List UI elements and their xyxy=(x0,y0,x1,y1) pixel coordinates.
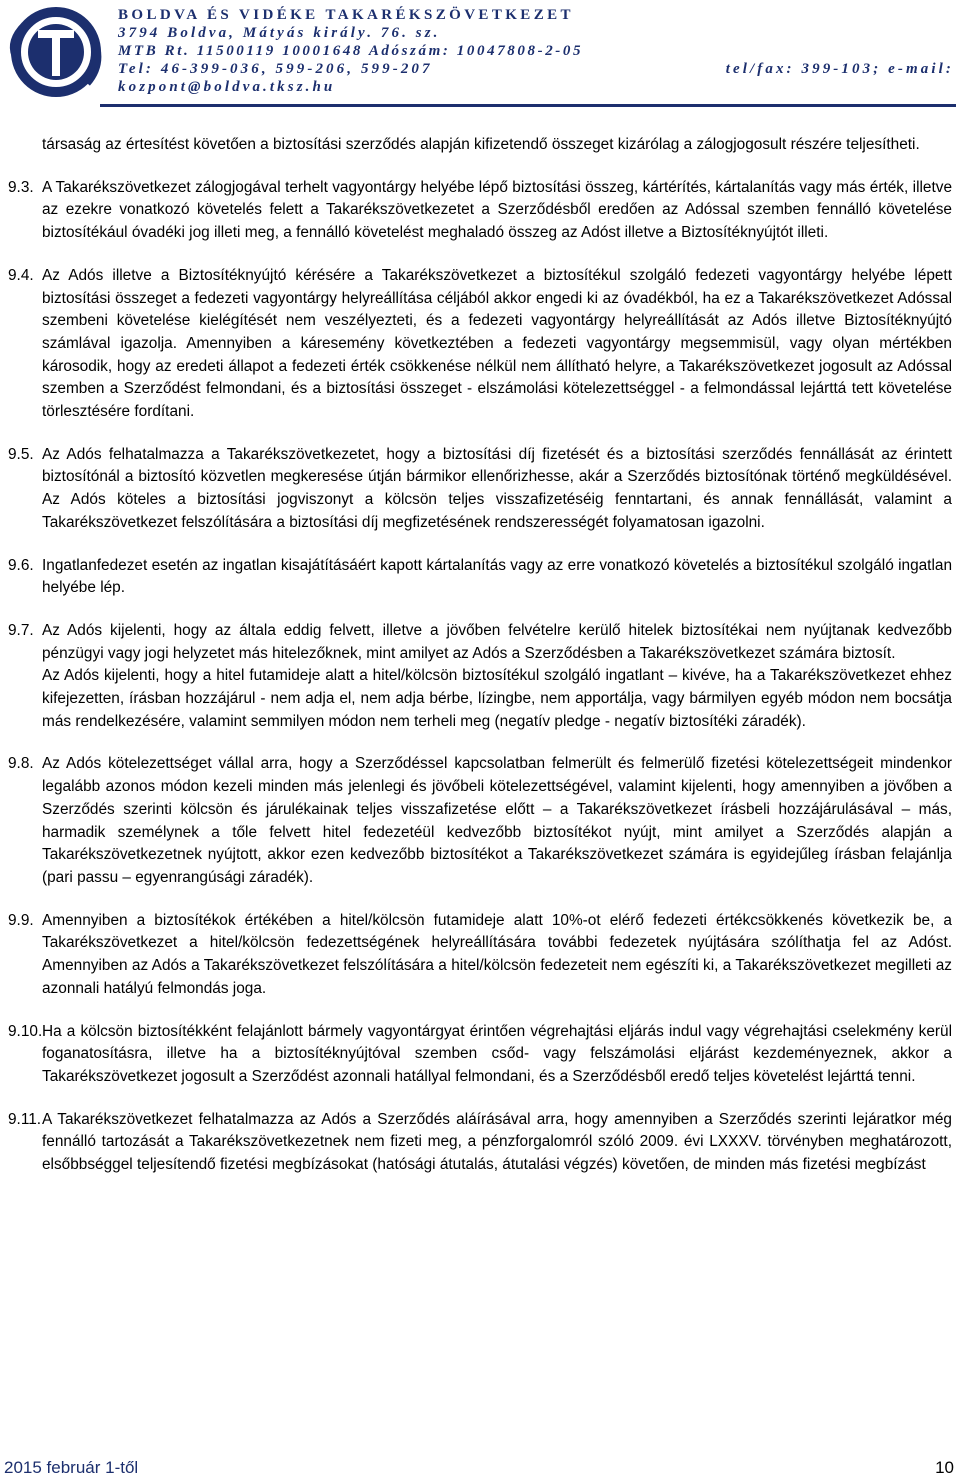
footer-page-number: 10 xyxy=(935,1458,954,1477)
paragraph-9-9 xyxy=(8,910,952,1001)
company-phone-line xyxy=(118,60,954,78)
paragraph-number: 9.11. xyxy=(8,1110,42,1128)
header-divider xyxy=(100,104,956,107)
paragraph-text: Az Adós kijelenti, hogy a hitel futamideje alatt a hitel/kölcsön biztosítékul szolgáló ingatlant – kivéve, ha a Takarékszövetkezet ehhez kifejezetten, írásban hozzájárul - nem adja el, nem adja bérbe, lízingbe, nem apportálja, vagy bármilyen egyéb módon nem bocsátja más rendelkezésére, valamint semmilyen módon nem terheli meg (negatív pledge - negatív biztosítéki záradék). xyxy=(42,667,952,730)
footer-effective-date: 2015 február 1-től xyxy=(4,1458,139,1477)
phone-numbers: Tel: 46-399-036, 599-206, 599-207 xyxy=(118,61,433,77)
paragraph-number: 9.8. xyxy=(8,755,34,773)
cooperative-logo-icon xyxy=(4,0,104,104)
paragraph-9-8 xyxy=(8,753,952,889)
paragraph-number: 9.4. xyxy=(8,266,34,284)
paragraph-number: 9.6. xyxy=(8,556,34,574)
paragraph-9-7-continuation xyxy=(8,665,952,733)
paragraph-number: 9.10. xyxy=(8,1022,43,1040)
paragraph-continued xyxy=(8,134,952,157)
paragraph-number: 9.3. xyxy=(8,178,34,196)
paragraph-text: Ha a kölcsön biztosítékként felajánlott bármely vagyontárgyat érintően végrehajtási eljárás indul vagy végrehajtási cselekmény kerül foganatosításra, illetve ha a biztosítéknyújtóval szemben csőd- vagy felszámolási eljárást kezdeményeznek, akkor a Takarékszövetkezet jogosult a Szerződést azonnali hatállyal felmondani, és a Szerződésből eredő teljes követelést lejárttá tenni. xyxy=(42,1022,952,1085)
fax-email-label: tel/fax: 399-103; e-mail: xyxy=(725,61,954,77)
paragraph-9-7 xyxy=(8,620,952,665)
paragraph-9-4 xyxy=(8,265,952,424)
company-registration: MTB Rt. 11500119 10001648 Adószám: 10047808-2-05 xyxy=(118,43,584,59)
paragraph-text: Amennyiben a biztosítékok értékében a hitel/kölcsön futamideje alatt 10%-ot elérő fedezeti értékcsökkenés következik be, a Takarékszövetkezet a hitel/kölcsön fedezettségének helyreállítására további fedezetek nyújtására szólíthatja fel az Adóst. Amennyiben az Adós a Takarékszövetkezet felszólítására a hitel/kölcsön fedezeteit nem egészíti ki, a Takarékszövetkezet megilleti az azonnali hatályú felmondás joga. xyxy=(42,911,952,997)
paragraph-text: Az Adós felhatalmazza a Takarékszövetkezetet, hogy a biztosítási díj fizetését és a biztosítási szerződés fennállását az érintett biztosítónál a biztosító közvetlen megkeresése útján bármikor ellenőrizhesse, akár a Szerződés biztosítónak történő megküldésével. Az Adós köteles a biztosítási jogviszonyt a kölcsön teljes visszafizetéséig fenntartani, és annak fennállását, valamint a Takarékszövetkezet felszólítására a biztosítási díj megfizetésének rendszerességét folyamatosan igazolni. xyxy=(42,445,952,531)
letterhead xyxy=(0,0,960,112)
paragraph-number: 9.9. xyxy=(8,911,34,929)
paragraph-9-11 xyxy=(8,1109,952,1177)
paragraph-text: Az Adós kijelenti, hogy az általa eddig felvett, illetve a jövőben felvételre kerülő hitelek biztosítékai nem nyújtanak kedvezőbb pénzügyi vagy jogi helyzetet más hitelezőknek, mint amilyet az Adós a Szerződésben a Takarékszövetkezet számára biztosít. xyxy=(42,621,952,662)
paragraph-9-3 xyxy=(8,177,952,245)
company-email[interactable]: kozpont@boldva.tksz.hu xyxy=(118,79,336,95)
paragraph-text: A Takarékszövetkezet zálogjogával terhelt vagyontárgy helyébe lépő biztosítási összeg, kártérítés, kártalanítás vagy más érték, illetve az ezekre vonatkozó követelés felett a Takarékszövetkezetet a Szerződésből eredően az Adóssal szemben fennálló követelése biztosítékául óvadéki jog illeti meg, a fennálló követelést meghaladó összeg az Adóst illetve a Biztosítéknyújtót illeti. xyxy=(42,178,952,242)
paragraph-number: 9.5. xyxy=(8,445,34,463)
paragraph-number: 9.7. xyxy=(8,621,34,639)
document-body xyxy=(8,134,952,1197)
paragraph-9-5 xyxy=(8,444,952,535)
paragraph-text: Ingatlanfedezet esetén az ingatlan kisajátításáért kapott kártalanítás vagy az erre vonatkozó követelés a biztosítékul szolgáló ingatlan helyébe lép. xyxy=(42,556,952,597)
company-address: 3794 Boldva, Mátyás király. 76. sz. xyxy=(118,25,441,41)
paragraph-text: Az Adós kötelezettséget vállal arra, hogy a Szerződéssel kapcsolatban felmerült és felmerülő fizetési kötelezettségeit mindenkor legalább azonos módon kezeli minden más jelenlegi és jövőbeli kötelezettségével, valamint kijelenti, hogy amennyiben a jövőben a Szerződés szerinti kölcsön és járulékainak teljes visszafizetése előtt – a Takarékszövetkezet írásbeli hozzájárulásával – más, harmadik személynek a tőle felvett hitel fedezetéül kedvezőbb biztosítékot nyújt, mint amilyet a Szerződés alapján a Takarékszövetkezetnek nyújtott, akkor ezen kedvezőbb biztosítékot a Takarékszövetkezet számára is egyidejűleg írásban felajánlja (pari passu – egyenrangúsági záradék). xyxy=(42,755,952,886)
paragraph-text: Az Adós illetve a Biztosítéknyújtó kérésére a Takarékszövetkezet a biztosítékul szolgáló fedezeti vagyontárgy helyébe lépett biztosítási összeget a fedezeti vagyontárgy helyreállítása céljából akkor engedi ki az óvadékból, ha ez a Takarékszövetkezet Adóssal szembeni követelése kielégítését nem veszélyezteti, és a fedezeti vagyontárgy helyreállítását az Adós illetve Biztosítéknyújtó számlával igazolja. Amennyiben a káresemény következtében a fedezeti vagyontárgy megsemmisül, vagy olyan mértékben károsodik, hogy az eredeti állapot a fedezeti érték csökkenése nélkül nem állítható helyre, a Takarékszövetkezet jogosult az Adóssal szemben a Szerződést felmondani, és a biztosítási összeget - elszámolási kötelezettséggel - a felmondással lejárttá tett követelése törlesztésére fordítani. xyxy=(42,266,952,421)
paragraph-9-10 xyxy=(8,1021,952,1089)
paragraph-text: A Takarékszövetkezet felhatalmazza az Adós a Szerződés aláírásával arra, hogy amennyiben a Szerződés szerinti lejáratkor még fennálló tartozását a Takarékszövetkezetnek nem fizeti meg, a pénzforgalomról szóló 2009. évi LXXXV. törvényben meghatározott, elsőbbséggel teljesítendő fizetési megbízásokat (hatósági átutalás, átutalási végzés) követően, de minden más fizetési megbízást xyxy=(42,1110,952,1174)
paragraph-text: társaság az értesítést követően a biztosítási szerződés alapján kifizetendő összeget kizárólag a zálogjogosult részére teljesítheti. xyxy=(42,136,920,153)
paragraph-9-6 xyxy=(8,555,952,600)
company-name: BOLDVA ÉS VIDÉKE TAKARÉKSZÖVETKEZET xyxy=(118,7,574,23)
